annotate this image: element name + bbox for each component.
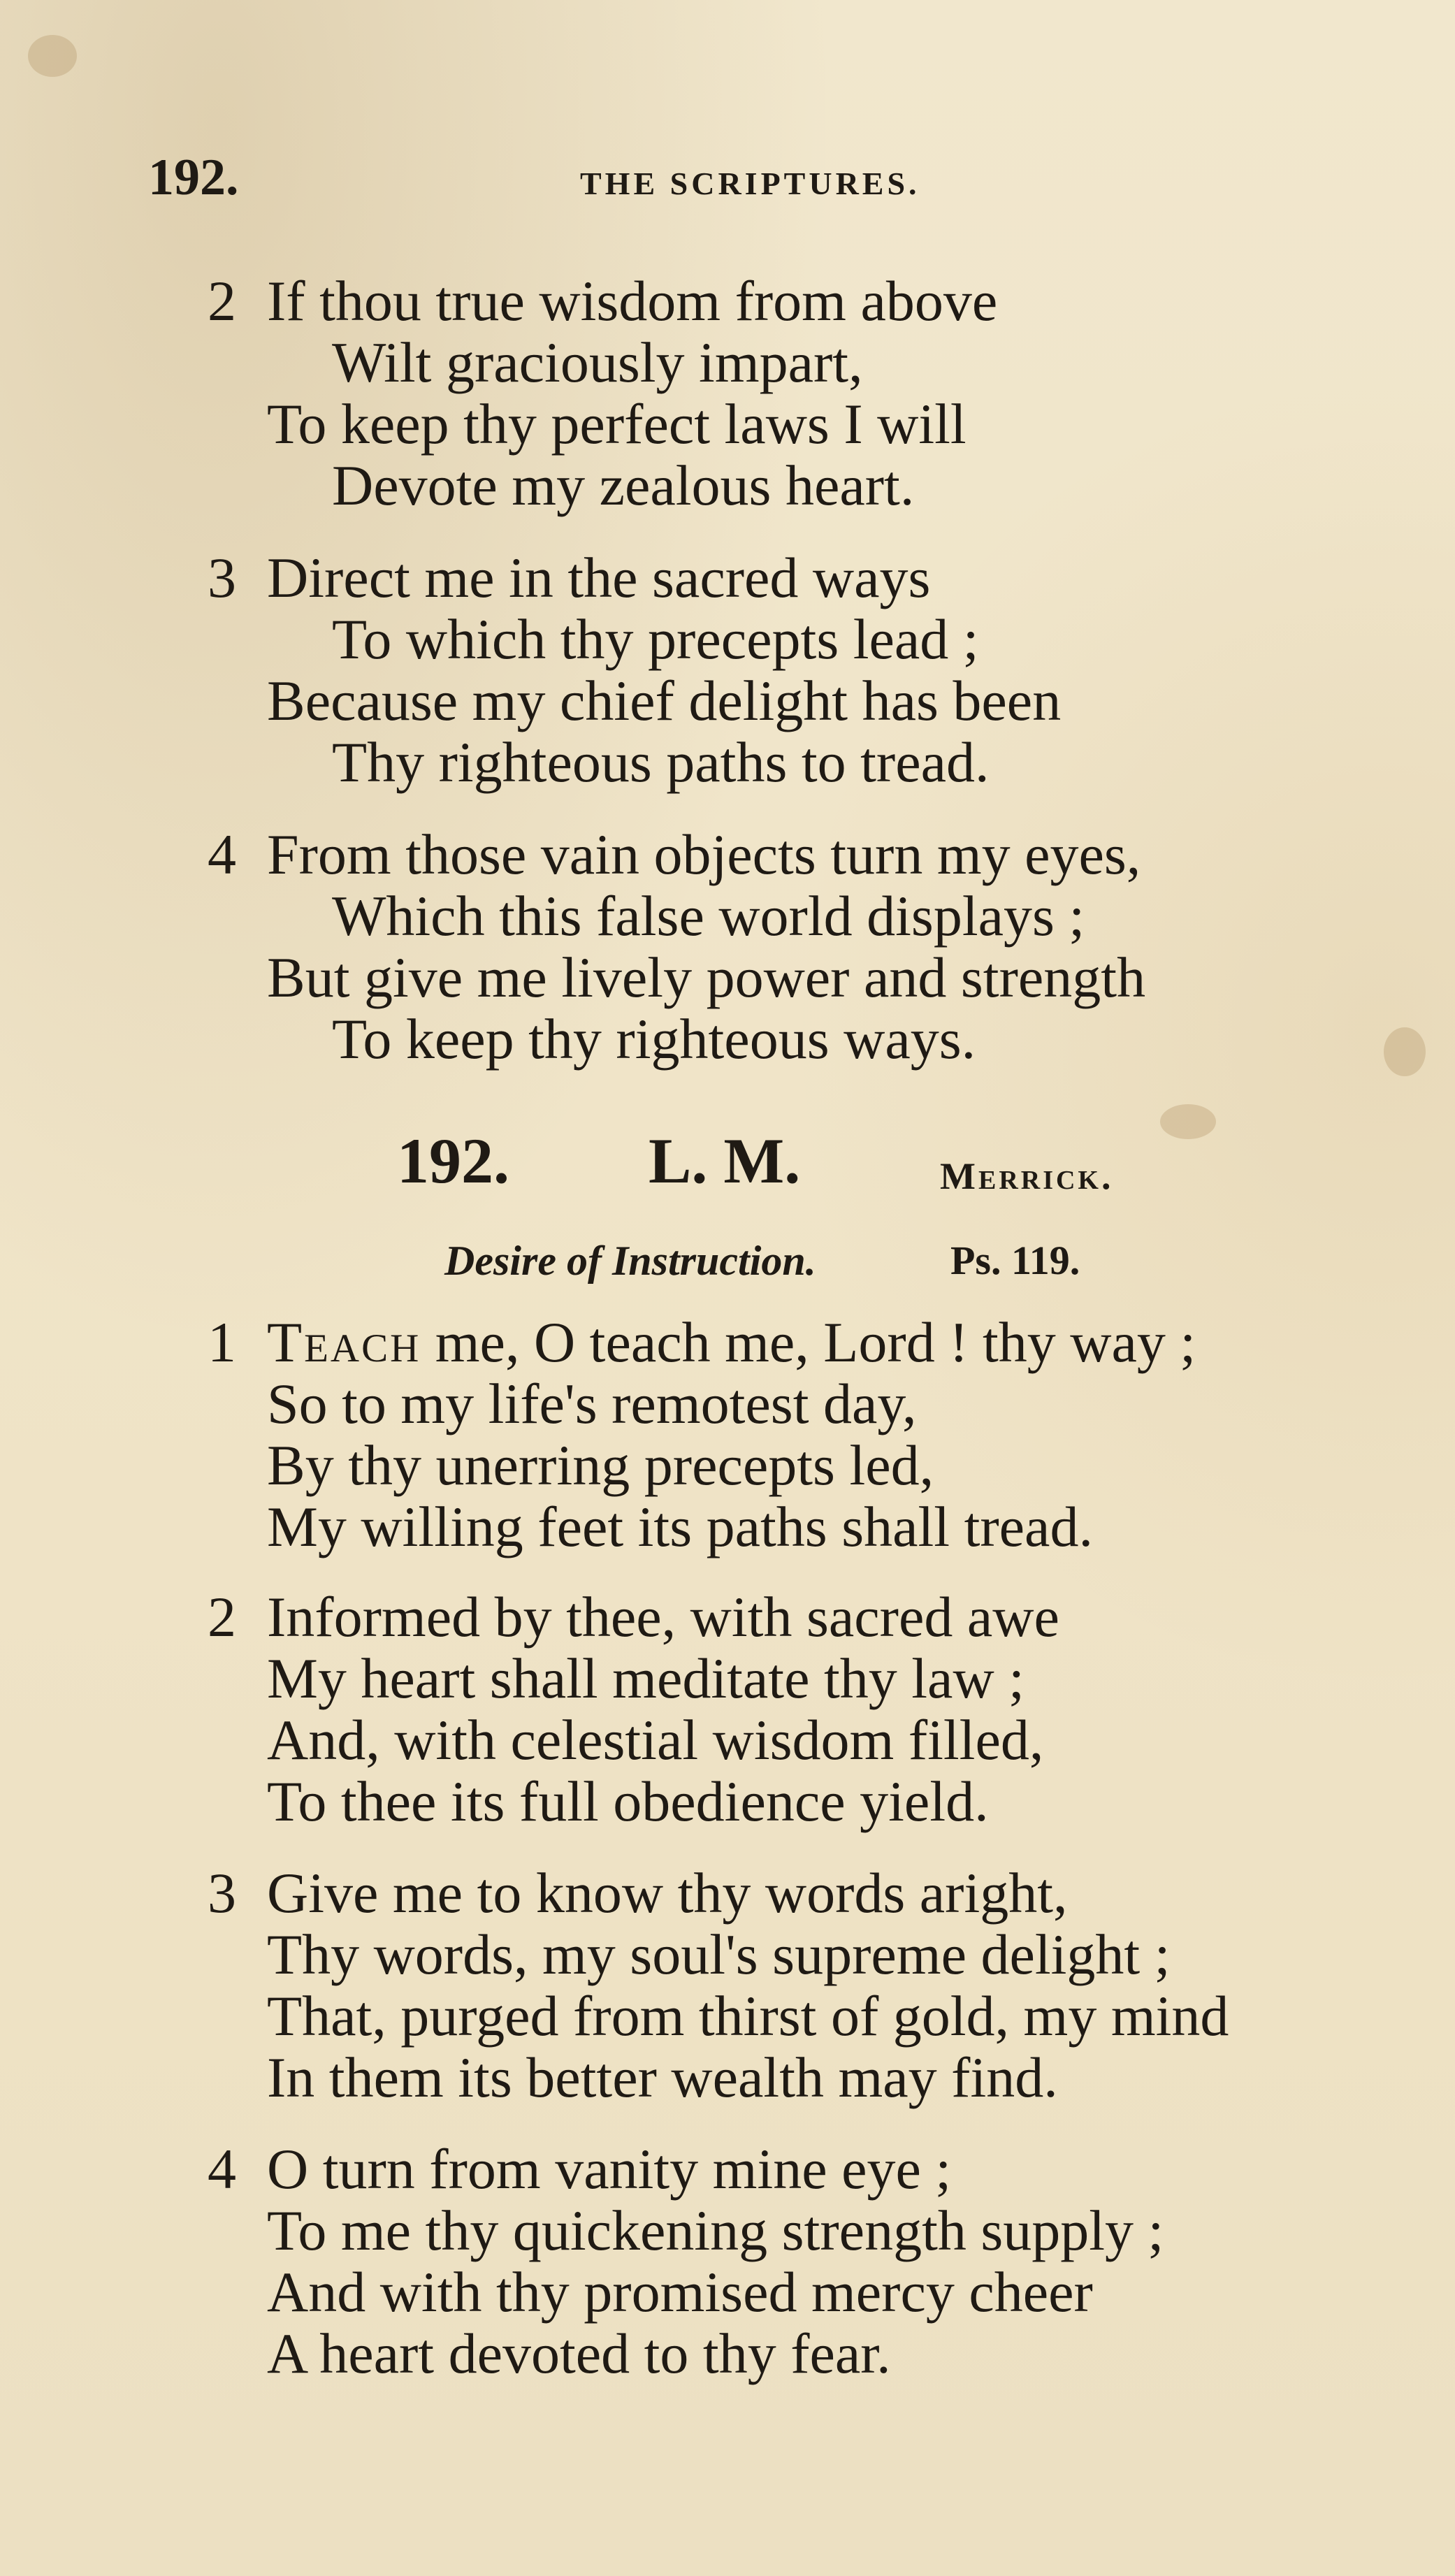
verse-line: To keep thy perfect laws I will xyxy=(267,392,967,456)
paper-stain xyxy=(1384,1027,1426,1076)
hymn-meter: L. M. xyxy=(649,1125,801,1196)
verse-line: Because my chief delight has been xyxy=(267,669,1062,732)
verse-line: O turn from vanity mine eye ; xyxy=(267,2137,952,2201)
verse-line: Wilt graciously impart, xyxy=(332,331,863,394)
verse-number: 4 xyxy=(208,823,236,886)
verse-line: To thee its full obedience yield. xyxy=(267,1770,989,1833)
running-title: THE SCRIPTURES. xyxy=(580,166,920,201)
verse-line: To which thy precepts lead ; xyxy=(332,607,979,671)
verse-line: Informed by thee, with sacred awe xyxy=(267,1585,1059,1649)
verse-line: In them its better wealth may find. xyxy=(267,2046,1058,2109)
verse-number: 4 xyxy=(208,2137,236,2201)
verse-line-rest: me, O teach me, Lord ! thy way ; xyxy=(421,1310,1196,1374)
verse-line: Thy words, my soul's supreme delight ; xyxy=(267,1923,1171,1986)
verse-number: 3 xyxy=(208,1861,236,1925)
verse-line: So to my life's remotest day, xyxy=(267,1372,917,1435)
page-number: 192. xyxy=(148,149,239,206)
verse-line: Devote my zealous heart. xyxy=(332,454,915,517)
verse-line: If thou true wisdom from above xyxy=(267,269,998,333)
verse-first-word: Teach xyxy=(267,1310,421,1374)
verse-number: 1 xyxy=(208,1310,236,1374)
paper-stain xyxy=(28,35,77,77)
verse-number: 3 xyxy=(208,546,236,609)
verse-line: Direct me in the sacred ways xyxy=(267,546,931,609)
verse-line: And, with celestial wisdom filled, xyxy=(267,1708,1044,1772)
verse-line: My heart shall meditate thy law ; xyxy=(267,1647,1025,1710)
hymn-author: Merrick. xyxy=(940,1155,1114,1197)
verse-line: Give me to know thy words aright, xyxy=(267,1861,1068,1925)
verse-line: By thy unerring precepts led, xyxy=(267,1433,934,1497)
scripture-reference: Ps. 119. xyxy=(950,1238,1080,1283)
verse-line: A heart devoted to thy fear. xyxy=(267,2322,891,2385)
verse-line: But give me lively power and strength xyxy=(267,946,1146,1009)
verse-number: 2 xyxy=(208,1585,236,1649)
verse-line: And with thy promised mercy cheer xyxy=(267,2260,1093,2324)
verse-first-line xyxy=(267,1310,1196,1374)
hymn-number: 192. xyxy=(397,1125,509,1196)
hymn-subtitle: Desire of Instruction. xyxy=(444,1238,816,1284)
verse-line: From those vain objects turn my eyes, xyxy=(267,823,1141,886)
verse-line: My willing feet its paths shall tread. xyxy=(267,1495,1093,1558)
paper-stain xyxy=(1160,1104,1216,1139)
verse-line: To keep thy righteous ways. xyxy=(332,1007,976,1071)
verse-line: That, purged from thirst of gold, my mind xyxy=(267,1984,1229,2048)
verse-number: 2 xyxy=(208,269,236,333)
verse-line: Thy righteous paths to tread. xyxy=(332,730,990,794)
verse-line: To me thy quickening strength supply ; xyxy=(267,2199,1164,2262)
verse-line: Which this false world displays ; xyxy=(332,884,1085,948)
